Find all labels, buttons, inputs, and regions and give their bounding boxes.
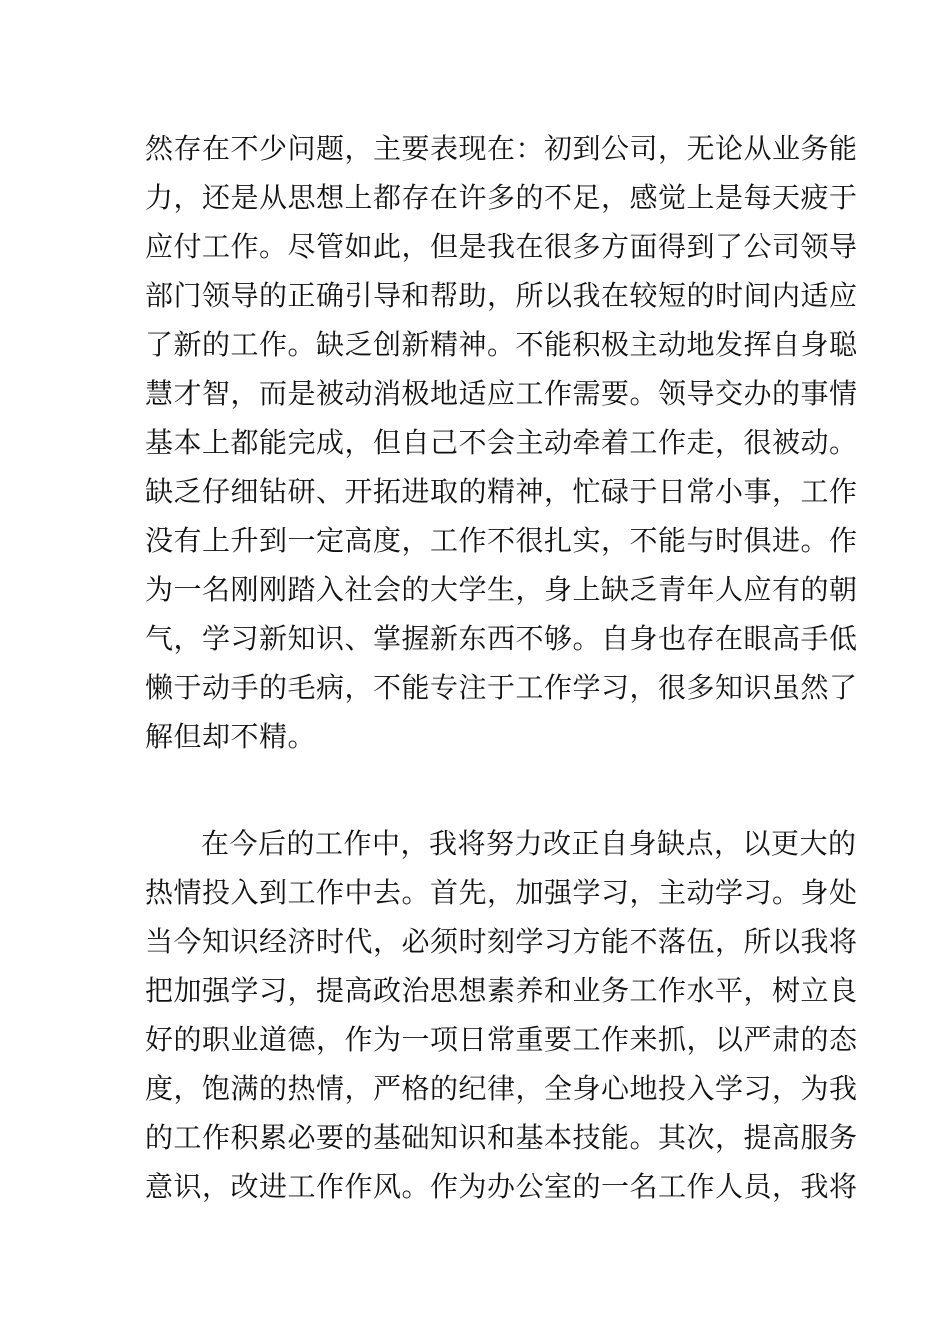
text-line: 热情投入到工作中去。首先，加强学习，主动学习。身处 [145,876,858,909]
text-line: 当今知识经济时代，必须时刻学习方能不落伍，所以我将 [145,925,858,958]
text-line: 应付工作。尽管如此，但是我在很多方面得到了公司领导 [145,230,858,263]
paragraph-first-line: 在今后的工作中，我将努力改正自身缺点，以更大的 [201,827,857,860]
text-line: 了新的工作。缺乏创新精神。不能积极主动地发挥自身聪 [145,328,858,361]
text-line: 力，还是从思想上都存在许多的不足，感觉上是每天疲于 [145,181,858,214]
text-line: 没有上升到一定高度，工作不很扎实，不能与时俱进。作 [145,524,858,557]
text-line: 的工作积累必要的基础知识和基本技能。其次，提高服务 [145,1121,858,1154]
text-line: 基本上都能完成，但自己不会主动牵着工作走，很被动。 [145,426,858,459]
text-line: 意识，改进工作作风。作为办公室的一名工作人员，我将 [145,1170,858,1203]
text-line: 然存在不少问题，主要表现在：初到公司，无论从业务能 [145,132,858,165]
text-line: 慧才智，而是被动消极地适应工作需要。领导交办的事情 [145,377,858,410]
text-line: 为一名刚刚踏入社会的大学生，身上缺乏青年人应有的朝 [145,573,858,606]
text-line: 缺乏仔细钻研、开拓进取的精神，忙碌于日常小事，工作 [145,475,858,508]
text-line: 懒于动手的毛病，不能专注于工作学习，很多知识虽然了 [145,671,858,704]
text-line: 部门领导的正确引导和帮助，所以我在较短的时间内适应 [145,279,858,312]
text-line: 把加强学习，提高政治思想素养和业务工作水平，树立良 [145,974,858,1007]
text-line: 气，学习新知识、掌握新东西不够。自身也存在眼高手低 [145,622,858,655]
text-line: 解但却不精。 [145,720,317,753]
text-line: 好的职业道德，作为一项日常重要工作来抓，以严肃的态 [145,1023,858,1056]
text-line: 度，饱满的热情，严格的纪律，全身心地投入学习，为我 [145,1072,858,1105]
